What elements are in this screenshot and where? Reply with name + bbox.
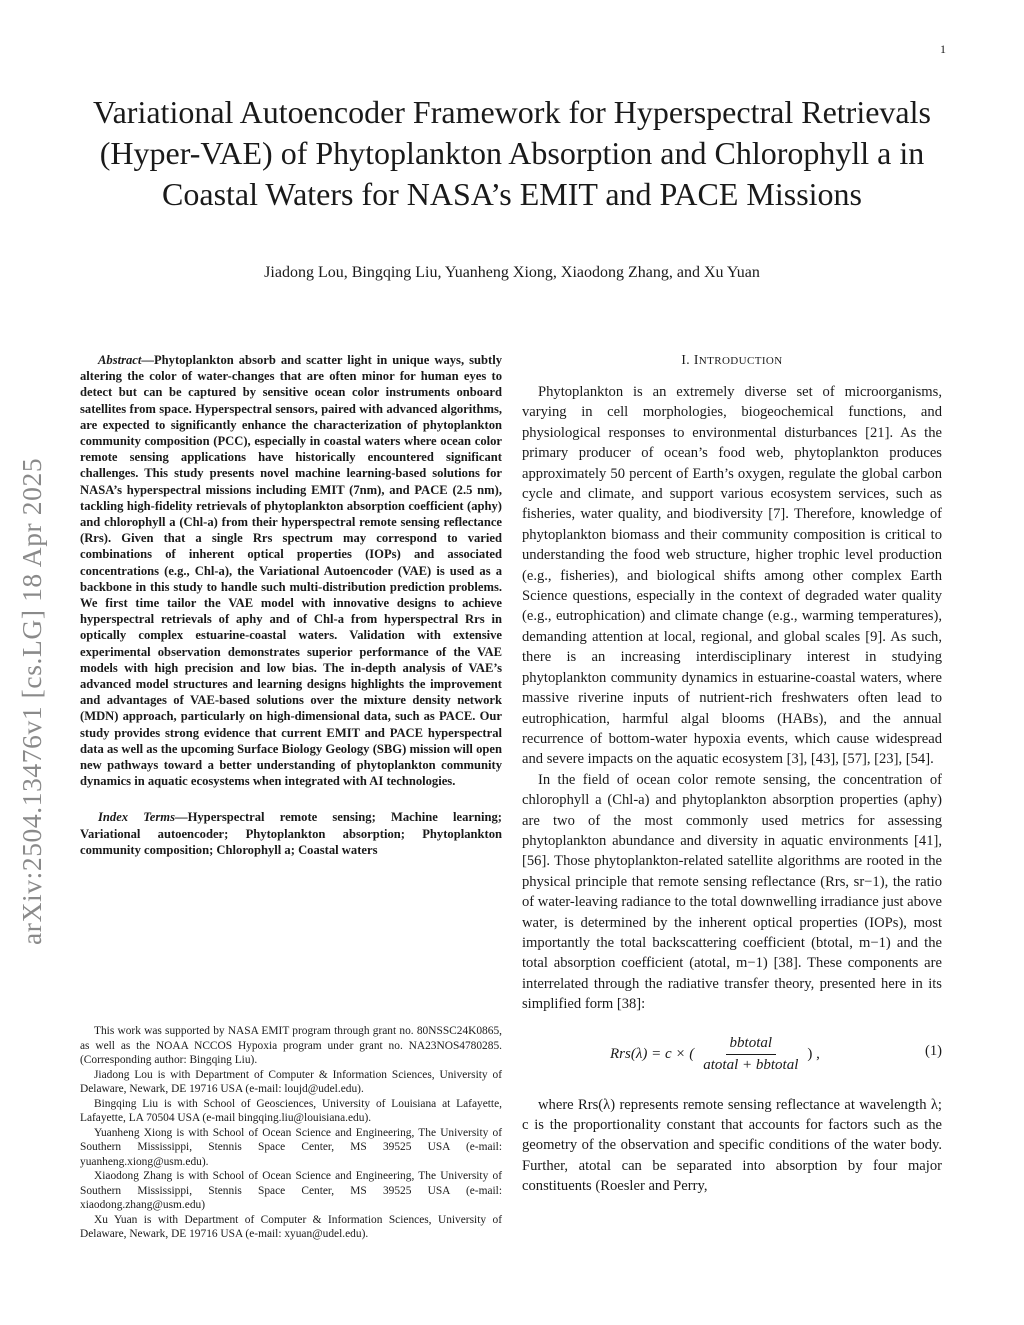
index-terms (80, 809, 502, 858)
footnote-affiliation: Xu Yuan is with Department of Computer & Information Sciences, University of Delaware, Newark, DE 19716 USA (e-mail: xyuan@udel.edu). (80, 1213, 502, 1240)
arxiv-identifier-stamp[interactable]: arXiv:2504.13476v1 [cs.LG] 18 Apr 2025 (16, 457, 47, 945)
section-heading-introduction (522, 352, 942, 368)
author-list: Jiadong Lou, Bingqing Liu, Yuanheng Xiong, Xiaodong Zhang, and Xu Yuan (264, 264, 760, 281)
page-number: 1 (940, 42, 946, 56)
intro-paragraph-2: In the field of ocean color remote sensing, the concentration of chlorophyll a (Chl-a) and phytoplankton absorption properties (aphy) are two of the most commonly used metrics for assessing phytoplankton abundance and diversity in aquatic environments [41], [56]. Those phytoplankton-related satellite algorithms are rooted in the physical principle that remote sensing reflectance (Rrs, sr−1), the ratio of water-leaving radiance to the total downwelling irradiance just above water, is determined by the inherent optical properties (IOPs), most importantly the total backscattering coefficient (btotal, m−1) and the total absorption coefficient (atotal, m−1) [38]. These components are interrelated through the radiative transfer theory, presented here in its simplified form [38]: (522, 771, 942, 1013)
equation-body (610, 1035, 820, 1074)
intro-paragraph-3: where Rrs(λ) represents remote sensing reflectance at wavelength λ; c is the proportionality constant that accounts for factors such as the geometry of the observation and specific conditions of the water body. Further, atotal can be separated into absorption by four major constituents (Roesler and Perry, (522, 1096, 942, 1195)
footnotes (80, 1024, 502, 1242)
footnote-funding: This work was supported by NASA EMIT program through grant no. 80NSSC24K0865, as well as the NOAA NCCOS Hypoxia program under grant no. NA23NOS4780285. (Corresponding author: Bingqing Liu). (80, 1025, 502, 1066)
equation-lhs: Rrs(λ) = c × ( (610, 1045, 695, 1062)
paper-title: Variational Autoencoder Framework for Hyperspectral Retrievals (Hyper-VAE) of Phytoplankton Absorption and Chlorophyll a in Coastal Waters for NASA’s EMIT and PACE Missions (93, 94, 931, 212)
footnote-affiliation: Yuanheng Xiong is with School of Ocean Science and Engineering, The University of Southern Mississippi, Stennis Space Center, MS 39525 USA (e-mail: yuanheng.xiong@usm.edu). (80, 1126, 502, 1168)
fraction-denominator: atotal + bbtotal (703, 1056, 799, 1073)
index-terms-label: Index Terms (98, 810, 175, 825)
equation-1 (522, 1021, 942, 1087)
footnote-affiliation: Xiaodong Zhang is with School of Ocean Science and Engineering, The University of Southern Mississippi, Stennis Space Center, MS 39525 USA (e-mail: xiaodong.zhang@usm.edu) (80, 1170, 502, 1211)
fraction-numerator: bbtotal (726, 1035, 777, 1055)
abstract (80, 352, 502, 789)
section-heading-initial: I (693, 352, 699, 367)
abstract-text: —Phytoplankton absorb and scatter light in unique ways, subtly altering the color of water-changes that are often minor for human eyes to detect but can be captured by sensitive ocean color instruments onboard satellites from space. Hyperspectral sensors, paired with advanced algorithms, are expected to significantly enhance the characterization of phytoplankton community composition (PCC), especially in coastal waters where ocean color remote sensing applications have historically encountered significant challenges. This study presents novel machine learning-based solutions for NASA’s hyperspectral missions including EMIT (7nm), and PACE (2.5 nm), tackling high-fidelity retrievals of phytoplankton absorption coefficient (aphy) and chlorophyll a (Chl-a) from their hyperspectral remote sensing reflectance (Rrs). Given that a single Rrs spectrum may correspond to varied combinations of inherent optical properties (IOPs) and associated concentrations (e.g., Chl-a), the Variational Autoencoder (VAE) is used as a backbone in this study to handle such multi-distribution prediction problems. We first time tailor the VAE model with innovative designs to achieve hyperspectral retrievals of aphy and of Chl-a from hyperspectral Rrs in optically complex estuarine-coastal waters. Validation with extensive experimental observation demonstrates superior performance of the VAE models with high precision and low bias. The in-depth analysis of VAE’s advanced model structures and learning designs highlights the improvement and advantages of VAE-based solutions over the mixture density network (MDN) approach, particularly on high-dimensional data, such as PACE. Our study provides strong evidence that current EMIT and PACE hyperspectral data as well as the upcoming Surface Biology Geology (SBG) mission will open new pathways toward a better understanding of phytoplankton community dynamics in aquatic ecosystems when integrated with AI technologies. (80, 353, 502, 789)
footnote-affiliation: Jiadong Lou is with Department of Computer & Information Sciences, University of Delaware, Newark, DE 19716 USA (e-mail: loujd@udel.edu). (80, 1068, 502, 1095)
equation-rhs: ) , (807, 1045, 820, 1062)
index-terms-text: —Hyperspectral remote sensing; Machine learning; Variational autoencoder; Phytoplankton absorption; Phytoplankton community composition; Chlorophyll a; Coastal waters (80, 810, 502, 857)
intro-paragraph-1: Phytoplankton is an extremely diverse set of microorganisms, varying in cell morphologies, biogeochemical functions, and physiological responses to environmental disturbances [21]. As the primary producer of ocean’s food web, phytoplankton produces approximately 50 percent of Earth’s oxygen, regulate the global carbon cycle and climate, and support various ecosystem services, such as fisheries, water quality, and biodiversity [7]. Therefore, knowledge of phytoplankton biomass and their community composition is critical to understanding the food web structure, higher trophic level production (e.g., fisheries), and biological shifts among other complex Earth Science questions, especially in the context of degraded water quality (e.g., eutrophication) and climate change (e.g., warming temperatures), demanding attention at local, regional, and global scales [9]. As such, there is an increasing interdisciplinary interest in studying phytoplankton community dynamics in estuarine-coastal waters, where massive riverine inputs of nutrient-rich freshwaters often lead to eutrophication, harmful algal blooms (HABs), and the annual recurrence of bottom-water hypoxia events, which cause widespread and severe impacts on the aquatic ecosystem [3], [43], [57], [23], [54]. (522, 384, 942, 768)
section-numeral: I. (681, 352, 691, 367)
abstract-label: Abstract (98, 353, 142, 367)
footnote-affiliation: Bingqing Liu is with School of Geosciences, University of Louisiana at Lafayette, Lafayette, LA 70504 USA (e-mail bingqing.liu@louisiana.edu). (80, 1097, 502, 1124)
equation-number: (1) (924, 1042, 942, 1059)
section-heading-rest: NTRODUCTION (698, 355, 783, 367)
left-column (80, 352, 502, 858)
right-column (522, 352, 942, 1197)
equation-fraction (699, 1035, 802, 1074)
